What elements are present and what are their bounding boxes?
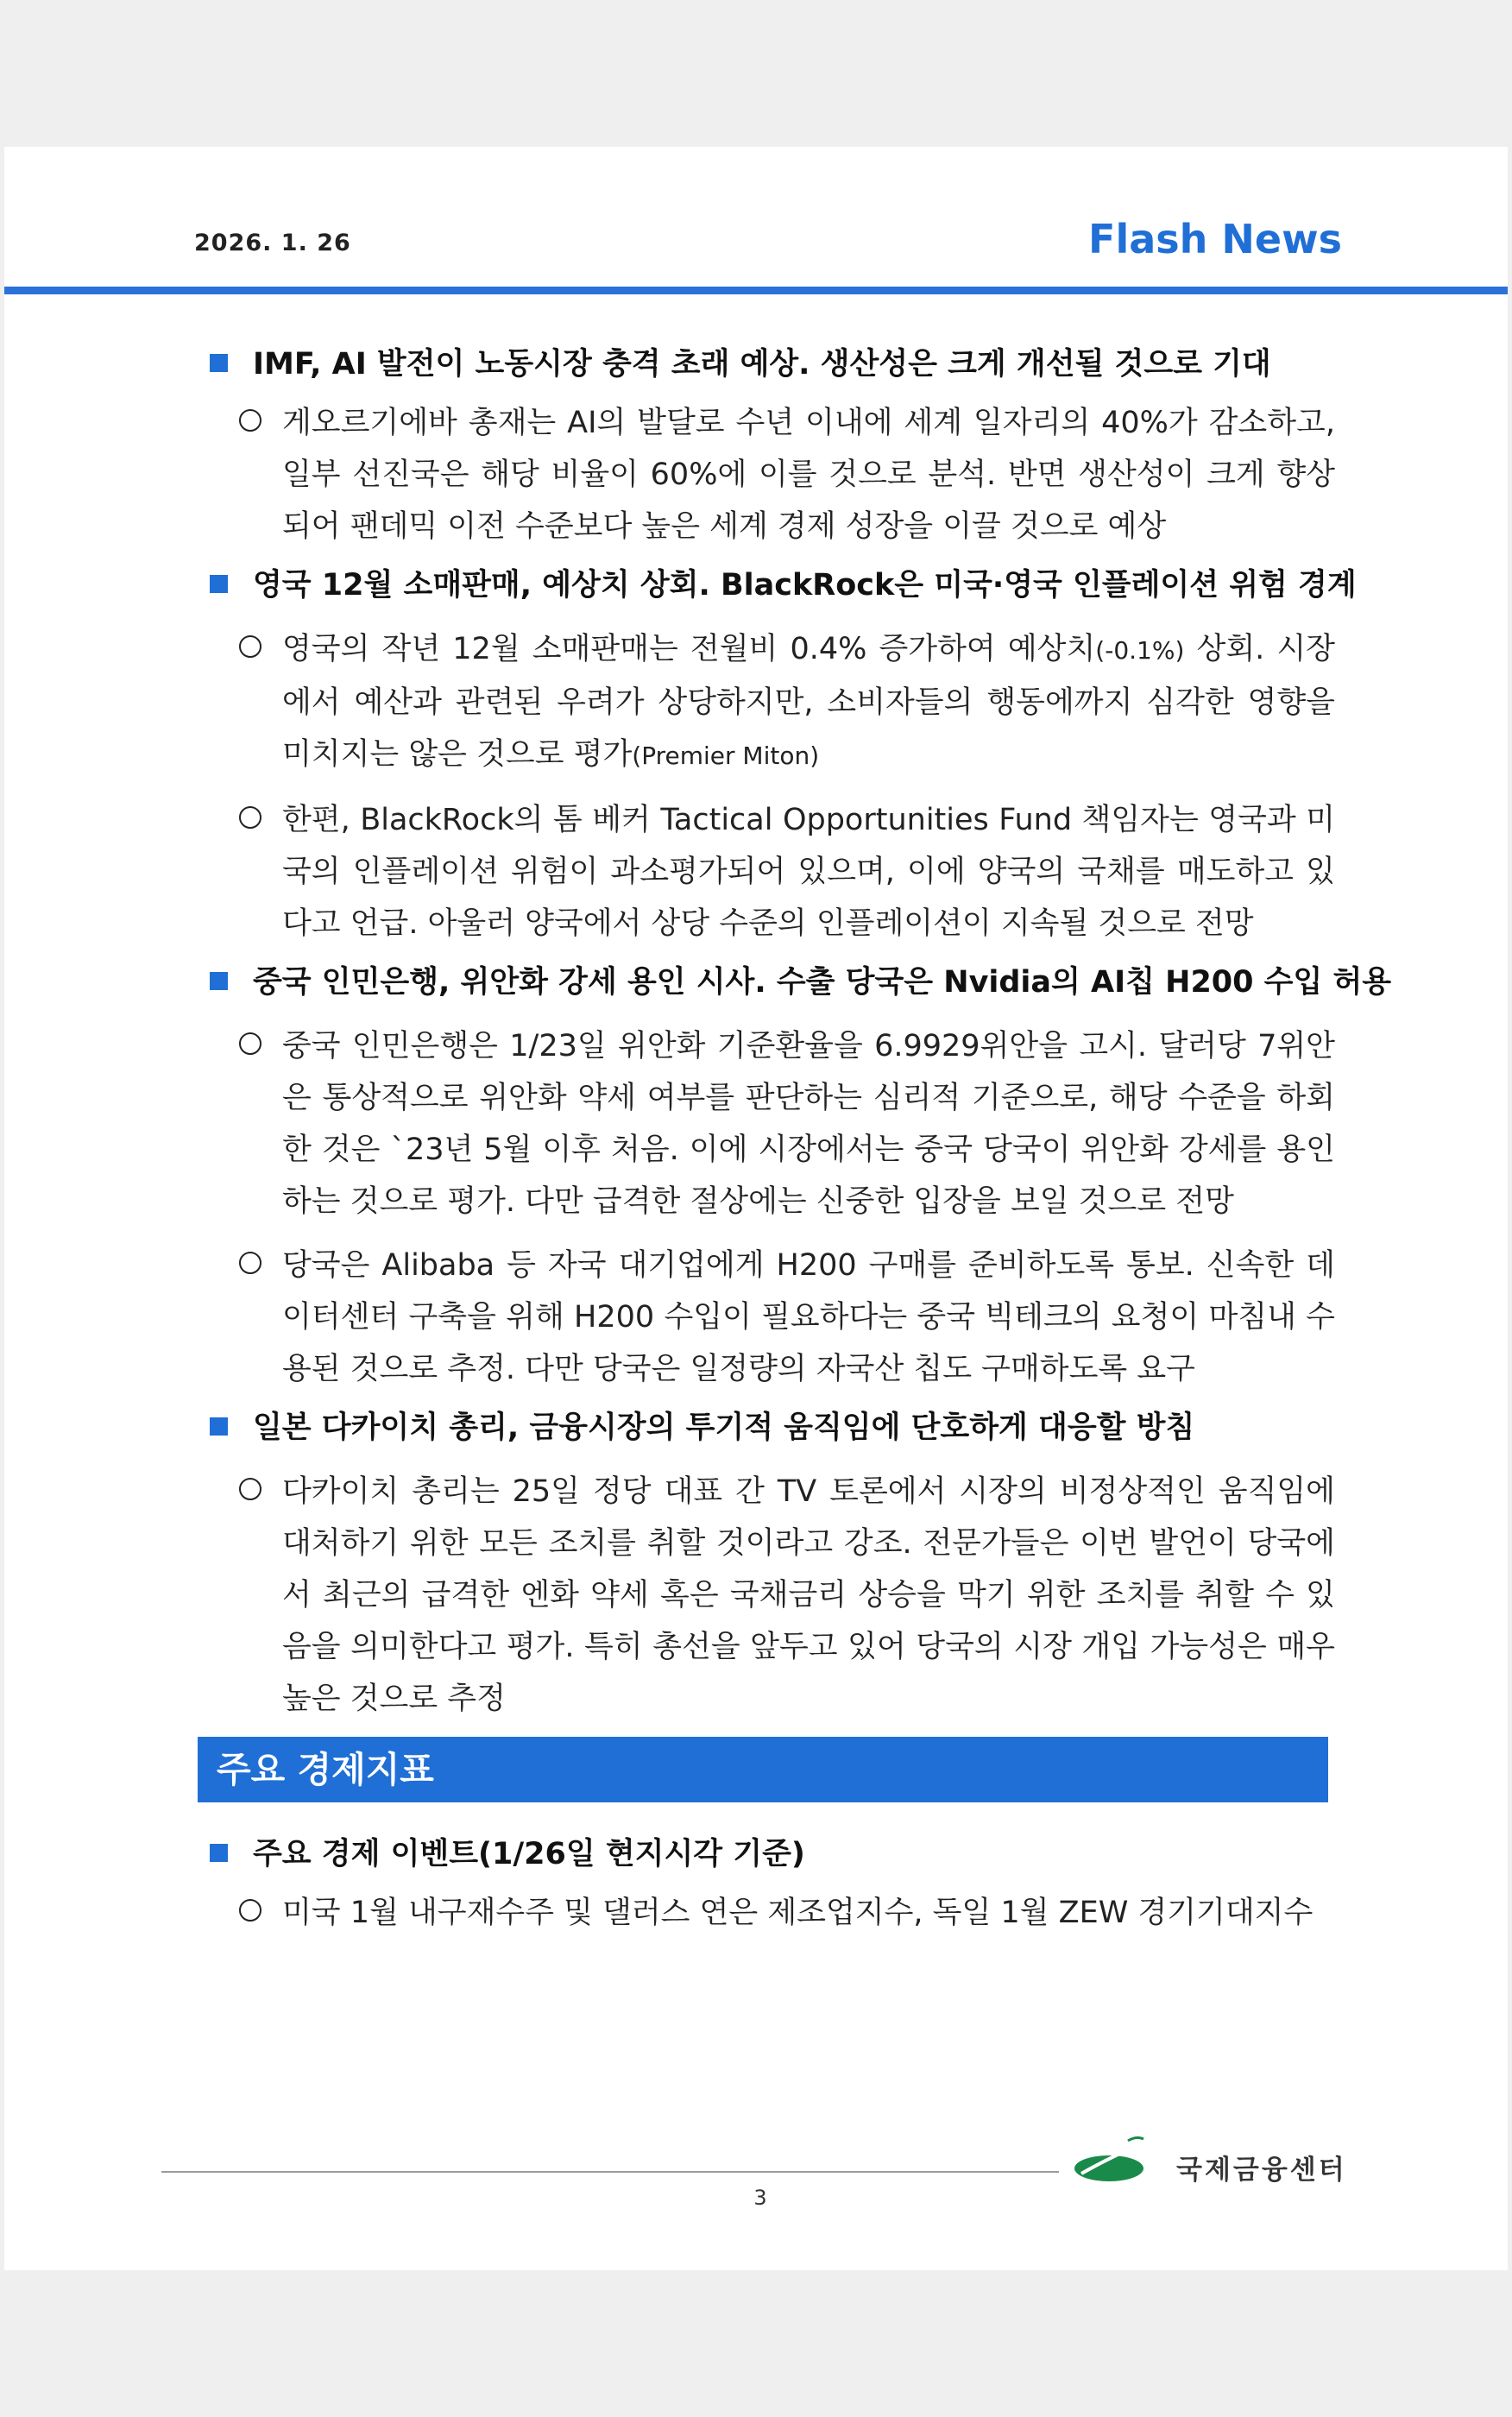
bullet-text: 당국은 Alibaba 등 자국 대기업에게 H200 구매를 준비하도록 통보. 신속한 데이터센터 구축을 위해 H200 수입이 필요하다는 중국 빅테크의 요청이 마침내 수용된 것으로 추정. 다만 당국은 일정량의 자국산 칩도 구매하도록 요구 bbox=[282, 1248, 1335, 1386]
bullet-text: 게오르기에바 총재는 AI의 발달로 수년 이내에 세계 일자리의 40%가 감소하고, 일부 선진국은 해당 비율이 60%에 이를 것으로 분석. 반면 생산성이 크게 향상되어 팬데믹 이전 수준보다 높은 세계 경제 성장을 이끌 것으로 예상 bbox=[282, 406, 1335, 544]
bullet-item bbox=[239, 397, 1335, 552]
square-bullet-icon bbox=[210, 1844, 228, 1862]
heading-text: 일본 다카이치 총리, 금융시장의 투기적 움직임에 단호하게 대응할 방침 bbox=[253, 1410, 1195, 1445]
section-heading bbox=[203, 962, 1392, 1003]
content bbox=[203, 344, 1392, 1951]
bullet-text: 중국 인민은행은 1/23일 위안화 기준환율을 6.9929위안을 고시. 달러당 7위안은 통상적으로 위안화 약세 여부를 판단하는 심리적 기준으로, 해당 수준을 하회한 것은 `23년 5월 이후 처음. 이에 시장에서는 중국 당국이 위안화 강세를 용인하는 것으로 평가. 다만 급격한 절상에는 신중한 입장을 보일 것으로 전망 bbox=[282, 1029, 1335, 1219]
bullet-item bbox=[239, 1240, 1335, 1395]
logo-text: 국제금융센터 bbox=[1176, 2155, 1347, 2186]
bullet-text: 한편, BlackRock의 톰 베커 Tactical Opportunities Fund 책임자는 영국과 미국의 인플레이션 위험이 과소평가되어 있으며, 이에 양국의 국채를 매도하고 있다고 언급. 아울러 양국에서 상당 수준의 인플레이션이 지속될 것으로 전망 bbox=[282, 803, 1335, 941]
indicators-section-bar: 주요 경제지표 bbox=[198, 1737, 1328, 1802]
bullet-item bbox=[239, 1887, 1335, 1939]
section-heading bbox=[203, 344, 1335, 385]
document-page bbox=[4, 147, 1508, 2270]
report-date: 2026. 1. 26 bbox=[194, 230, 351, 256]
report-title: Flash News bbox=[1088, 216, 1342, 262]
square-bullet-icon bbox=[210, 1417, 228, 1436]
footer-rule bbox=[161, 2171, 1059, 2173]
header-rule bbox=[4, 287, 1508, 294]
page-number: 3 bbox=[753, 2186, 767, 2210]
bullet-text: 영국의 작년 12월 소매판매는 전월비 0.4% 증가하여 예상치 bbox=[282, 632, 1096, 666]
square-bullet-icon bbox=[210, 575, 228, 593]
circle-bullet-icon bbox=[239, 806, 261, 829]
bullet-item bbox=[239, 623, 1335, 782]
bullet-note: (-0.1%) bbox=[1095, 636, 1185, 665]
bullet-text: 미국 1월 내구재수주 및 댈러스 연은 제조업지수, 독일 1월 ZEW 경기기대지수 bbox=[282, 1896, 1314, 1930]
heading-text: 중국 인민은행, 위안화 강세 용인 시사. 수출 당국은 Nvidia의 AI칩 H200 수입 허용 bbox=[253, 965, 1392, 1000]
square-bullet-icon bbox=[210, 354, 228, 372]
bullet-text: 다카이치 총리는 25일 정당 대표 간 TV 토론에서 시장의 비정상적인 움직임에 대처하기 위한 모든 조치를 취할 것이라고 강조. 전문가들은 이번 발언이 당국에서 최근의 급격한 엔화 약세 혹은 국채금리 상승을 막기 위한 조치를 취할 수 있음을 의미한다고 평가. 특히 총선을 앞두고 있어 당국의 시장 개입 가능성은 매우 높은 것으로 추정 bbox=[282, 1474, 1335, 1716]
bullet-note: (Premier Miton) bbox=[632, 742, 820, 770]
heading-text: 영국 12월 소매판매, 예상치 상회. BlackRock은 미국·영국 인플레이션 위험 경계 bbox=[253, 568, 1357, 603]
circle-bullet-icon bbox=[239, 409, 261, 432]
section-heading bbox=[203, 1833, 1335, 1875]
circle-bullet-icon bbox=[239, 1252, 261, 1274]
heading-text: 주요 경제 이벤트(1/26일 현지시각 기준) bbox=[253, 1837, 805, 1871]
bullet-text: 상회. 시장에서 예산과 관련된 우려가 상당하지만, 소비자들의 행동에까지 심각한 영향을 미치지는 않은 것으로 평가 bbox=[282, 632, 1335, 772]
section-heading bbox=[203, 565, 1357, 606]
bullet-item bbox=[239, 794, 1335, 950]
heading-text: IMF, AI 발전이 노동시장 충격 초래 예상. 생산성은 크게 개선될 것으로 기대 bbox=[253, 347, 1271, 382]
circle-bullet-icon bbox=[239, 1899, 261, 1922]
circle-bullet-icon bbox=[239, 1032, 261, 1055]
square-bullet-icon bbox=[210, 972, 228, 990]
section-heading bbox=[203, 1407, 1335, 1448]
circle-bullet-icon bbox=[239, 635, 261, 658]
bullet-item bbox=[239, 1020, 1335, 1227]
bullet-item bbox=[239, 1466, 1335, 1725]
circle-bullet-icon bbox=[239, 1478, 261, 1500]
